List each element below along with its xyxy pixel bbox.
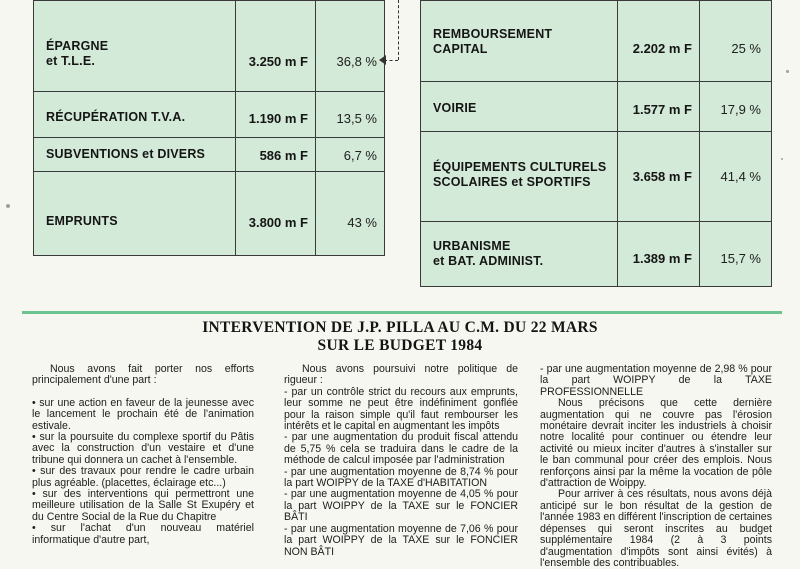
expense-table	[420, 0, 772, 287]
list-item: - par un contrôle strict du recours aux emprunts, leur somme ne peut être indéfiniment gonflée pour la raison simple qu'il faut rembourser les intérêts et le capital en augmentant les impôts	[284, 385, 518, 433]
bullet-item: • sur l'achat d'un nouveau matériel informatique d'autre part,	[32, 522, 254, 546]
bullet-item: • sur des travaux pour rendre le cadre urbain plus agréable. (placettes, éclairage etc...)	[32, 465, 254, 489]
row-amount: 2.202 m F	[632, 41, 692, 56]
row-label: ÉQUIPEMENTS CULTURELS	[433, 160, 607, 174]
row-percent: 41,4 %	[720, 169, 761, 184]
paragraph: Nous avons fait porter nos efforts principalement d'une part :	[32, 363, 254, 387]
bullet-item: • sur la poursuite du complexe sportif du Pâtis avec la construction d'un vestaire et d'une tribune qui donnera un cachet à l'ensemble.	[32, 431, 254, 466]
table-row	[34, 91, 384, 138]
heading-line: SUR LE BUDGET 1984	[317, 337, 483, 354]
scan-speck	[6, 204, 10, 208]
row-percent: 36,8 %	[336, 54, 377, 69]
row-amount: 1.577 m F	[632, 102, 692, 117]
row-percent: 17,9 %	[720, 102, 761, 117]
row-percent: 43 %	[347, 215, 377, 230]
table-row	[34, 1, 384, 91]
list-item: - par une augmentation moyenne de 8,74 % pour la part WOIPPY de la TAXE d'HABITATION	[284, 465, 518, 490]
table-row	[421, 221, 771, 287]
row-percent: 15,7 %	[720, 251, 761, 266]
table-row	[34, 137, 384, 172]
dashed-connector	[398, 0, 399, 60]
row-percent: 13,5 %	[336, 111, 377, 126]
row-amount: 586 m F	[259, 148, 308, 163]
article-column-3	[540, 364, 772, 569]
bullet-item: • sur une action en faveur de la jeunesse avec le lancement le prochain été de l'animation estivale.	[32, 396, 254, 432]
article-column-2	[284, 364, 518, 558]
row-label: CAPITAL	[433, 42, 488, 56]
row-amount: 1.389 m F	[632, 251, 692, 266]
row-label: et T.L.E.	[46, 54, 96, 68]
row-label: VOIRIE	[433, 101, 477, 115]
dashed-connector	[384, 60, 398, 61]
row-label: URBANISME	[433, 239, 511, 253]
bullet-item: • sur des interventions qui permettront une meilleure utilisation de la Salle St Exupéry et du Centre Social de la Rue du Chapitre	[32, 488, 254, 523]
scan-speck	[781, 158, 783, 160]
paragraph: Nous précisons que cette dernière augmentation qui ne couvre pas l'érosion monétaire devrait inciter les industriels à choisir notre localité pour continuer ou étendre leur activité ou mieux inciter d'autres à s'installer sur le ban communal pour créer des emplois. Nous renforçons ainsi par la même la vocation de pôle d'attraction de Woippy.	[540, 397, 772, 490]
list-item: - par une augmentation moyenne de 4,05 % pour la part WOIPPY de la TAXE sur le FONCIER BÂTI	[284, 488, 518, 524]
row-percent: 6,7 %	[343, 148, 377, 163]
revenue-table	[33, 0, 385, 256]
arrow-left-icon	[379, 55, 386, 65]
list-item: - par une augmentation moyenne de 2,98 % pour la part WOIPPY de la TAXE PROFESSIONNELLE	[540, 363, 772, 398]
row-label: et BAT. ADMINIST.	[433, 254, 544, 268]
heading-line: INTERVENTION DE J.P. PILLA AU C.M. DU 22 MARS	[202, 319, 598, 336]
row-amount: 3.658 m F	[632, 169, 692, 184]
article-heading	[0, 319, 800, 355]
list-item: - par une augmentation du produit fiscal attendu de 5,75 % cela se traduira dans le cadre de la méthode de calcul imposée par l'administration	[284, 431, 518, 467]
paragraph: Nous avons poursuivi notre politique de rigueur :	[284, 363, 518, 387]
table-row	[421, 131, 771, 222]
row-label: EMPRUNTS	[46, 214, 118, 228]
row-amount: 3.800 m F	[248, 215, 308, 230]
row-label: SCOLAIRES et SPORTIFS	[433, 175, 591, 189]
paragraph: Pour arriver à ces résultats, nous avons déjà anticipé sur le bon résultat de la gestion de l'année 1983 en différent l'inscription de certaines dépenses qui seront inscrites au budget supplémentaire 1984 (2 à 3 points d'augmentation d'impôts sont ainsi évités) à l'ensemble des contribuables.	[540, 488, 772, 569]
row-label: SUBVENTIONS et DIVERS	[46, 147, 206, 161]
row-label: RÉCUPÉRATION T.V.A.	[46, 110, 186, 124]
row-amount: 3.250 m F	[248, 54, 308, 69]
article-column-1	[32, 364, 254, 546]
section-rule	[22, 311, 782, 314]
table-row	[34, 171, 384, 256]
row-amount: 1.190 m F	[248, 111, 308, 126]
table-row	[421, 81, 771, 132]
row-percent: 25 %	[731, 41, 761, 56]
row-label: REMBOURSEMENT	[433, 27, 553, 41]
scan-speck	[786, 70, 789, 73]
row-label: ÉPARGNE	[46, 39, 109, 53]
table-row	[421, 1, 771, 81]
list-item: - par une augmentation moyenne de 7,06 % pour la part WOIPPY de la TAXE sur le FONCIER NON BÂTI	[284, 522, 518, 558]
